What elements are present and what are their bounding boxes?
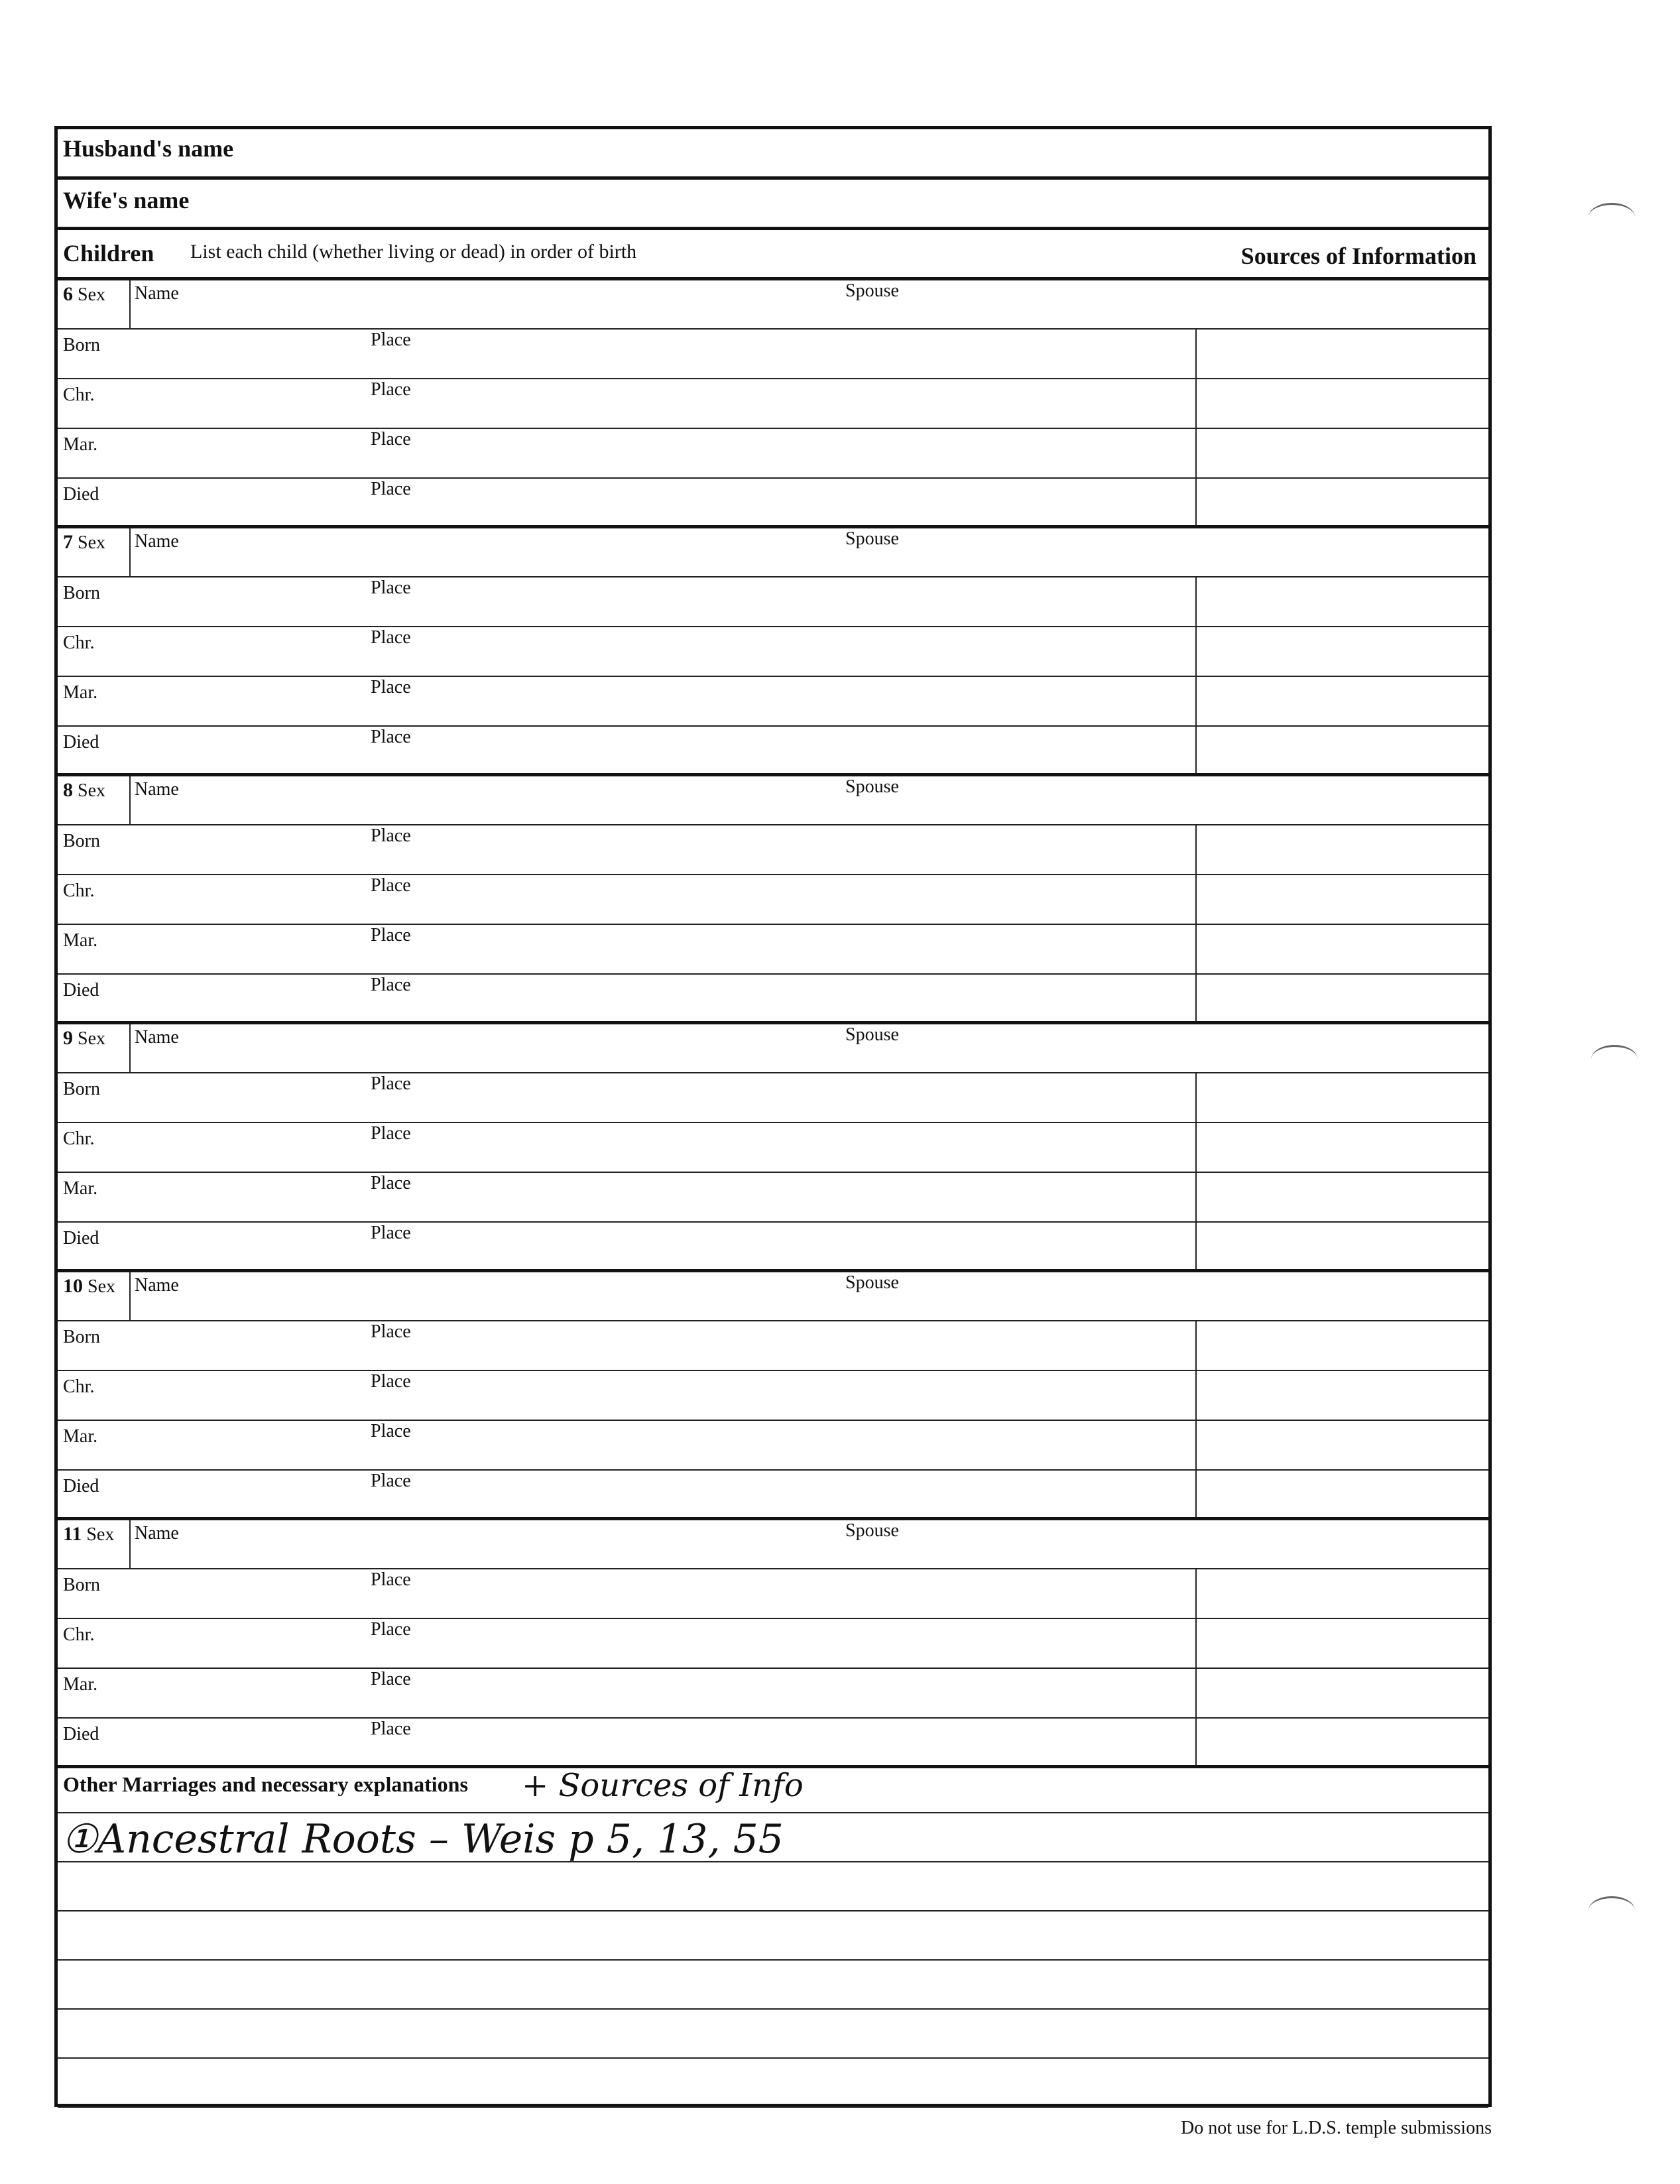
event-label-mar: Mar. [63,1426,98,1447]
sex-label: Sex [78,1028,105,1049]
child-name-row [58,280,1488,330]
event-row-died [58,1719,1488,1768]
child-number-sex [63,283,105,306]
place-label: Place [371,627,411,648]
event-label-born: Born [63,583,100,603]
spouse-label: Spouse [845,280,899,301]
name-label: Name [135,779,179,800]
event-row-died [58,975,1488,1024]
child-number-sex [63,1523,114,1546]
explanation-line [58,1911,1488,1961]
footer-note: Do not use for L.D.S. temple submissions [1181,2118,1492,2138]
event-label-mar: Mar. [63,682,98,703]
name-label: Name [135,283,179,304]
event-row-mar [58,677,1488,727]
child-block [58,280,1488,528]
event-row-chr [58,379,1488,429]
child-number: 7 [63,531,73,553]
child-name-row [58,528,1488,577]
children-instruction: List each child (whether living or dead) in order of birth [190,241,637,263]
child-block [58,528,1488,776]
place-label: Place [371,975,411,995]
event-row-born [58,1569,1488,1619]
child-number-sex [63,1027,105,1050]
other-marriages-label: Other Marriages and necessary explanations [63,1772,468,1796]
event-label-mar: Mar. [63,434,98,455]
event-label-chr: Chr. [63,1128,95,1149]
wife-label: Wife's name [63,187,190,213]
sex-label: Sex [78,780,105,801]
event-row-died [58,479,1488,528]
place-label: Place [371,1371,411,1392]
binder-hole-middle [1591,1045,1638,1073]
name-label: Name [135,1275,179,1296]
spouse-label: Spouse [845,1024,899,1045]
explanation-line [58,1961,1488,2010]
event-row-born [58,825,1488,875]
explanation-line [58,2059,1488,2108]
event-label-born: Born [63,1327,100,1347]
children-label: Children [63,240,154,267]
event-row-born [58,1073,1488,1123]
event-row-died [58,1223,1488,1272]
event-row-mar [58,429,1488,479]
spouse-label: Spouse [845,1272,899,1293]
other-marriages-section [58,1764,1488,2104]
family-group-form [54,126,1492,2107]
event-label-born: Born [63,831,100,851]
place-label: Place [371,1223,411,1243]
event-label-chr: Chr. [63,1376,95,1397]
handwritten-explanation: ①Ancestral Roots – Weis p 5, 13, 55 [62,1816,784,1862]
place-label: Place [371,1073,411,1094]
explanation-line [58,1813,1488,1862]
wife-row [58,180,1488,230]
place-label: Place [371,1719,411,1739]
event-row-born [58,577,1488,627]
event-row-chr [58,1371,1488,1421]
place-label: Place [371,1321,411,1342]
event-label-chr: Chr. [63,1624,95,1645]
event-row-born [58,1321,1488,1371]
sex-divider [129,1272,131,1321]
sex-label: Sex [86,1524,115,1545]
event-row-chr [58,627,1488,677]
event-label-mar: Mar. [63,930,98,951]
event-label-born: Born [63,1575,100,1595]
event-row-chr [58,1123,1488,1173]
sex-divider [129,776,131,825]
sex-divider [129,528,131,577]
spouse-label: Spouse [845,776,899,797]
child-number: 6 [63,283,73,305]
event-row-born [58,330,1488,379]
place-label: Place [371,1669,411,1689]
child-name-row [58,776,1488,825]
event-label-died: Died [63,1476,99,1496]
event-label-died: Died [63,732,99,753]
place-label: Place [371,677,411,698]
event-label-chr: Chr. [63,880,95,901]
place-label: Place [371,479,411,499]
event-label-born: Born [63,1079,100,1099]
handwritten-sources-note: + Sources of Info [522,1767,804,1804]
child-name-row [58,1520,1488,1569]
event-row-mar [58,1421,1488,1471]
child-number: 8 [63,779,73,801]
place-label: Place [371,330,411,350]
explanation-line [58,1862,1488,1911]
child-block [58,776,1488,1024]
child-block [58,1024,1488,1272]
child-number: 11 [63,1523,82,1545]
event-label-chr: Chr. [63,385,95,405]
place-label: Place [371,1123,411,1144]
husband-row [58,129,1488,180]
explanation-line [58,2010,1488,2059]
children-header-row [58,230,1488,280]
name-label: Name [135,531,179,552]
event-label-died: Died [63,1228,99,1248]
event-row-chr [58,875,1488,925]
place-label: Place [371,1421,411,1441]
spouse-label: Spouse [845,1520,899,1541]
event-row-mar [58,1173,1488,1223]
event-label-mar: Mar. [63,1178,98,1199]
event-label-died: Died [63,484,99,505]
place-label: Place [371,825,411,846]
child-name-row [58,1272,1488,1321]
event-row-died [58,727,1488,776]
child-block [58,1272,1488,1520]
event-label-born: Born [63,335,100,355]
event-row-mar [58,1669,1488,1719]
place-label: Place [371,1471,411,1491]
place-label: Place [371,875,411,896]
child-name-row [58,1024,1488,1073]
place-label: Place [371,925,411,945]
event-row-died [58,1471,1488,1520]
place-label: Place [371,577,411,598]
sex-label: Sex [78,284,105,305]
place-label: Place [371,727,411,747]
name-label: Name [135,1523,179,1544]
event-label-died: Died [63,1724,99,1744]
name-label: Name [135,1027,179,1048]
child-block [58,1520,1488,1768]
event-row-mar [58,925,1488,975]
sex-divider [129,1024,131,1073]
place-label: Place [371,379,411,400]
spouse-label: Spouse [845,528,899,549]
place-label: Place [371,429,411,450]
sources-label: Sources of Information [1240,243,1476,269]
child-number: 9 [63,1027,73,1049]
other-marriages-header [58,1764,1488,1813]
event-row-chr [58,1619,1488,1669]
sex-divider [129,1520,131,1569]
binder-hole-bottom [1589,1896,1635,1925]
event-label-died: Died [63,980,99,1001]
husband-label: Husband's name [63,135,234,162]
child-number-sex [63,779,105,802]
place-label: Place [371,1173,411,1193]
sex-label: Sex [88,1276,115,1297]
event-label-mar: Mar. [63,1674,98,1695]
sex-divider [129,280,131,330]
child-number-sex [63,531,105,554]
event-label-chr: Chr. [63,633,95,653]
binder-hole-top [1589,203,1635,231]
place-label: Place [371,1569,411,1590]
place-label: Place [371,1619,411,1640]
child-number-sex [63,1275,115,1298]
child-number: 10 [63,1275,83,1297]
sex-label: Sex [78,532,105,553]
